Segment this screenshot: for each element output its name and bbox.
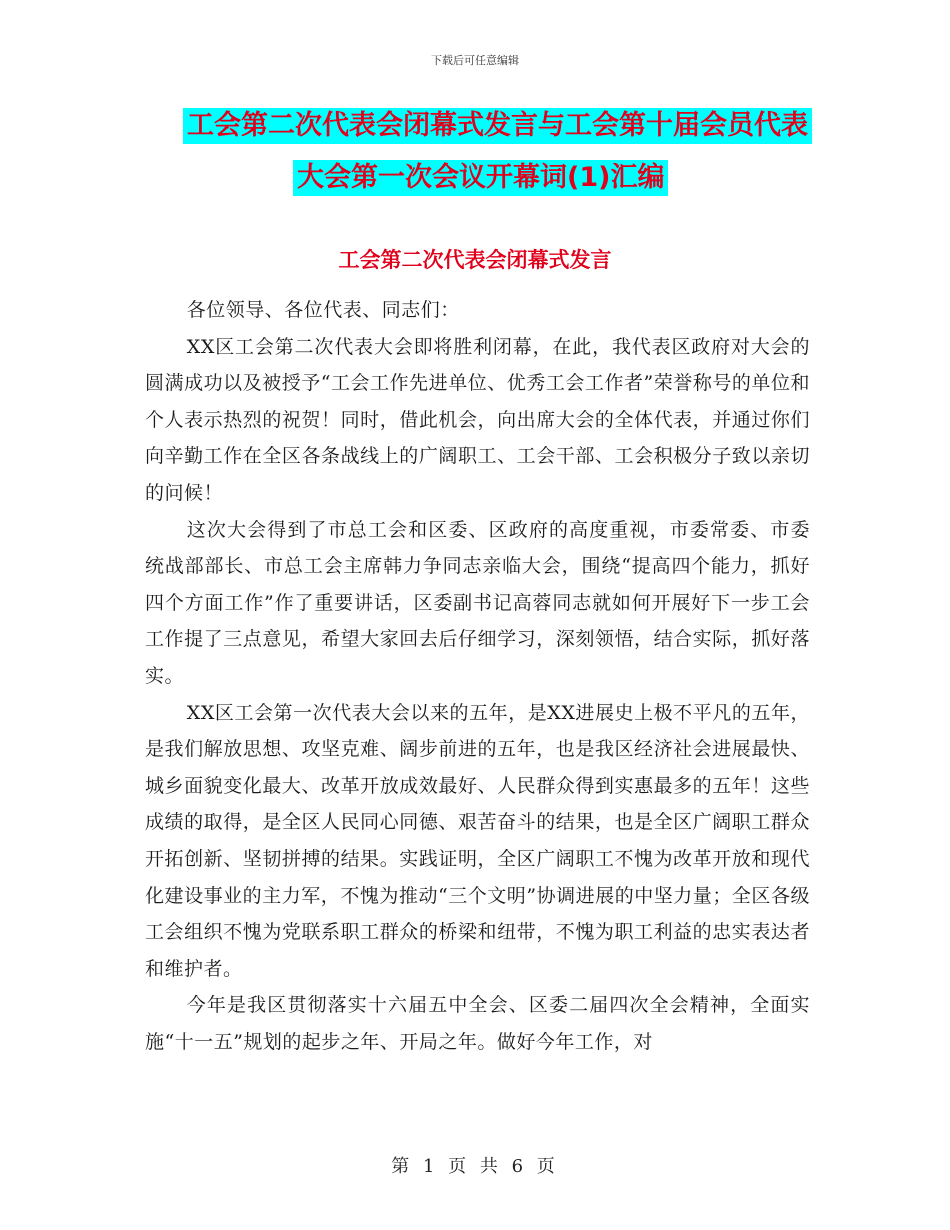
body-paragraph: 这次大会得到了市总工会和区委、区政府的高度重视，市委常委、市委统战部部长、市总工会主席韩力争同志亲临大会，围绕“提高四个能力，抓好四个方面工作”作了重要讲话，区委副书记高蓉同志就如何开展好下一步工会工作提了三点意见，希望大家回去后仔细学习，深刻领悟，结合实际，抓好落实。 — [145, 518, 810, 687]
body-paragraph: 今年是我区贯彻落实十六届五中全会、区委二届四次全会精神，全面实施“十一五”规划的起步之年、开局之年。做好今年工作，对 — [145, 994, 810, 1053]
document-body — [145, 292, 810, 1060]
document-title-line-2: 大会第一次会议开幕词(1)汇编 — [293, 160, 668, 196]
salutation-paragraph: 各位领导、各位代表、同志们： — [186, 299, 460, 321]
body-paragraph: XX区工会第二次代表大会即将胜利闭幕，在此，我代表区政府对大会的圆满成功以及被授予“工会工作先进单位、优秀工会工作者”荣誉称号的单位和个人表示热烈的祝贺！同时，借此机会，向出席大会的全体代表，并通过你们向辛勤工作在全区各条战线上的广阔职工、工会干部、工会积极分子致以亲切的问候！ — [145, 335, 810, 504]
page-footer: 第 1 页 共 6 页 — [391, 1156, 559, 1177]
section-title: 工会第二次代表会闭幕式发言 — [338, 248, 612, 272]
header-note: 下载后可任意编辑 — [431, 54, 519, 67]
document-title-line-1: 工会第二次代表会闭幕式发言与工会第十届会员代表 — [183, 108, 812, 144]
body-paragraph: XX区工会第一次代表大会以来的五年，是XX进展史上极不平凡的五年，是我们解放思想、攻坚克难、阔步前进的五年，也是我区经济社会进展最快、城乡面貌变化最大、改革开放成效最好、人民群众得到实惠最多的五年！这些成绩的取得，是全区人民同心同德、艰苦奋斗的结果，也是全区广阔职工群众开拓创新、坚韧拼搏的结果。实践证明，全区广阔职工不愧为改革开放和现代化建设事业的主力军，不愧为推动“三个文明”协调进展的中坚力量；全区各级工会组织不愧为党联系职工群众的桥梁和纽带，不愧为职工利益的忠实表达者和维护者。 — [145, 701, 810, 980]
